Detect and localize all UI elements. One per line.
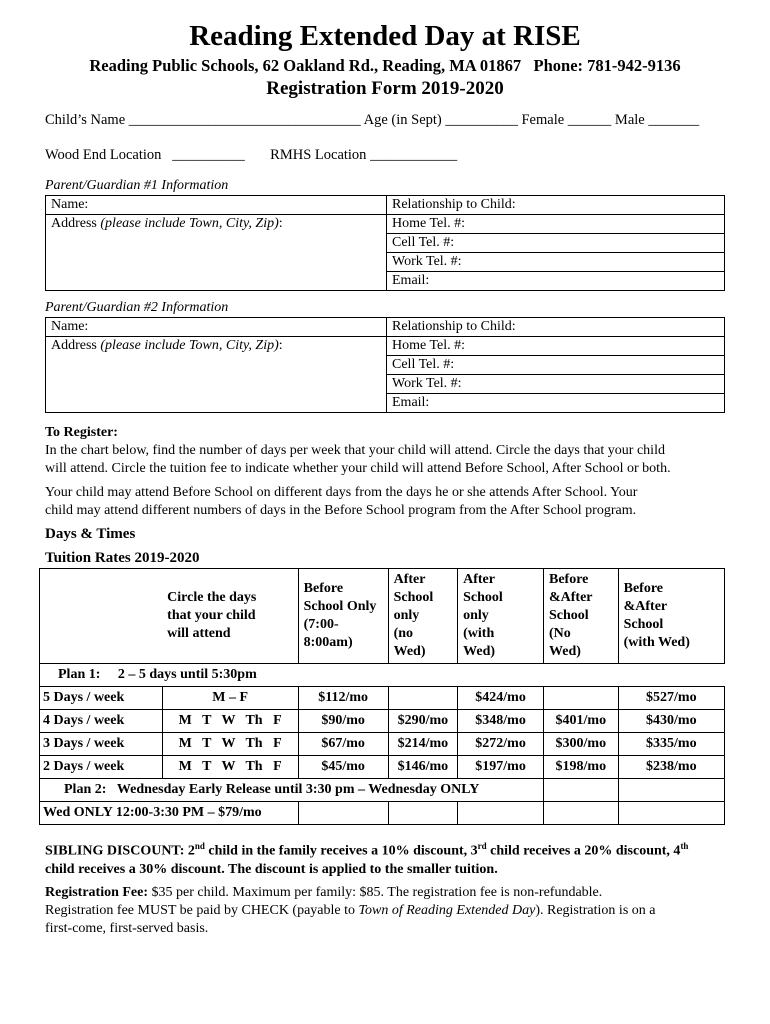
male-label: Male bbox=[614, 112, 645, 128]
header-line: will attend bbox=[167, 626, 231, 641]
age-field[interactable]: __________ bbox=[445, 112, 518, 128]
register-line: will attend. Circle the tuition fee to indicate whether your child will attend Before School, After School or both. bbox=[45, 461, 671, 476]
fee-line bbox=[45, 902, 745, 920]
wed-only-empty bbox=[388, 802, 458, 825]
header-line: (no bbox=[393, 626, 414, 641]
header-line: that your child bbox=[167, 608, 256, 623]
guardian2-table bbox=[45, 317, 725, 413]
child-info-line bbox=[45, 112, 699, 129]
fee-both-no-wed[interactable]: $401/mo bbox=[544, 710, 619, 733]
address-label: Address bbox=[51, 338, 97, 353]
guardian2-cell-tel-field[interactable]: Cell Tel. #: bbox=[387, 356, 725, 375]
plan2-empty bbox=[544, 779, 619, 802]
fee-before[interactable]: $67/mo bbox=[298, 733, 388, 756]
plan1-row bbox=[40, 664, 725, 687]
header-line: Before bbox=[623, 581, 664, 596]
address-label: Address bbox=[51, 216, 97, 231]
tuition-table bbox=[39, 568, 725, 825]
register-instructions bbox=[45, 424, 745, 520]
wood-end-field[interactable]: __________ bbox=[172, 147, 245, 163]
guardian1-heading: Parent/Guardian #1 Information bbox=[45, 178, 229, 193]
guardian2-email-field[interactable]: Email: bbox=[387, 394, 725, 413]
wed-only-empty bbox=[544, 802, 619, 825]
age-label: Age (in Sept) bbox=[363, 112, 442, 128]
header-line: School bbox=[549, 608, 589, 623]
header-line: School bbox=[623, 617, 664, 632]
row-days[interactable]: M – F bbox=[162, 687, 298, 710]
school-address: Reading Public Schools, 62 Oakland Rd., Reading, MA 01867 bbox=[89, 56, 522, 75]
fee-both-wed[interactable]: $430/mo bbox=[618, 710, 724, 733]
address-note: (please include Town, City, Zip) bbox=[100, 338, 279, 353]
fee-both-no-wed[interactable]: $300/mo bbox=[544, 733, 619, 756]
plan1-desc: 2 – 5 days until 5:30pm bbox=[117, 667, 257, 682]
school-address-line bbox=[0, 56, 770, 76]
female-label: Female bbox=[521, 112, 565, 128]
days-times-heading: Days & Times bbox=[45, 526, 136, 542]
row-days[interactable]: M T W Th F bbox=[162, 733, 298, 756]
registration-fee bbox=[45, 884, 745, 938]
fee-text: ). Registration is on a bbox=[535, 903, 656, 918]
table-row bbox=[40, 687, 725, 710]
guardian1-work-tel-field[interactable]: Work Tel. #: bbox=[387, 253, 725, 272]
header-after-no-wed bbox=[388, 569, 458, 664]
fee-after-no-wed[interactable]: $290/mo bbox=[388, 710, 458, 733]
wed-only-empty bbox=[458, 802, 544, 825]
guardian2-name-field[interactable]: Name: bbox=[46, 318, 387, 337]
wed-only-empty bbox=[618, 802, 724, 825]
register-line: child may attend different numbers of days in the Before School program from the After School program. bbox=[45, 503, 637, 518]
register-heading: To Register: bbox=[45, 425, 118, 440]
table-row bbox=[40, 710, 725, 733]
address-note: (please include Town, City, Zip) bbox=[100, 216, 279, 231]
header-line: (with bbox=[463, 626, 495, 641]
fee-before[interactable]: $112/mo bbox=[298, 687, 388, 710]
wed-only-row bbox=[40, 802, 725, 825]
fee-both-no-wed[interactable]: $198/mo bbox=[544, 756, 619, 779]
guardian1-home-tel-field[interactable]: Home Tel. #: bbox=[387, 215, 725, 234]
header-line: School bbox=[393, 590, 434, 605]
fee-text: Registration fee MUST be paid by CHECK (payable to bbox=[45, 903, 359, 918]
fee-label: Registration Fee: bbox=[45, 885, 149, 900]
fee-after-wed[interactable]: $272/mo bbox=[458, 733, 544, 756]
guardian1-address-field[interactable] bbox=[46, 215, 387, 291]
sibling-line: child receives a 30% discount. The discount is applied to the smaller tuition. bbox=[45, 861, 498, 877]
fee-after-no-wed[interactable]: $214/mo bbox=[388, 733, 458, 756]
header-line: (No bbox=[549, 626, 571, 641]
header-line: Circle the days bbox=[167, 590, 257, 605]
header-line: After bbox=[463, 572, 495, 587]
row-label: 2 Days / week bbox=[40, 756, 163, 779]
header-line: Wed) bbox=[393, 644, 426, 659]
plan2-label: Plan 2: bbox=[64, 782, 107, 797]
plan1-label: Plan 1: bbox=[58, 667, 101, 682]
guardian2-home-tel-field[interactable]: Home Tel. #: bbox=[387, 337, 725, 356]
tuition-rates-heading: Tuition Rates 2019-2020 bbox=[45, 550, 200, 566]
plan2-row bbox=[40, 779, 725, 802]
guardian1-table bbox=[45, 195, 725, 291]
wed-only-fee[interactable]: Wed ONLY 12:00-3:30 PM – $79/mo bbox=[40, 802, 299, 825]
rmhs-field[interactable]: ____________ bbox=[370, 147, 458, 163]
header-line: &After bbox=[549, 590, 593, 605]
guardian1-email-field[interactable]: Email: bbox=[387, 272, 725, 291]
fee-after-wed[interactable]: $197/mo bbox=[458, 756, 544, 779]
tuition-header-row bbox=[40, 569, 725, 664]
table-row bbox=[40, 756, 725, 779]
header-circle-days bbox=[162, 569, 298, 664]
page-title: Reading Extended Day at RISE bbox=[189, 20, 581, 52]
fee-after-no-wed[interactable]: $146/mo bbox=[388, 756, 458, 779]
register-line: In the chart below, find the number of days per week that your child will attend. Circle the days that your child bbox=[45, 443, 665, 458]
address-colon: : bbox=[278, 216, 283, 231]
plan1-cell bbox=[40, 664, 299, 687]
header-before-school bbox=[298, 569, 388, 664]
row-days[interactable]: M T W Th F bbox=[162, 756, 298, 779]
guardian1-name-field[interactable]: Name: bbox=[46, 196, 387, 215]
plan2-empty bbox=[618, 779, 724, 802]
fee-before[interactable]: $45/mo bbox=[298, 756, 388, 779]
guardian2-work-tel-field[interactable]: Work Tel. #: bbox=[387, 375, 725, 394]
sibling-sup: rd bbox=[477, 841, 487, 851]
header-line: School Only bbox=[303, 599, 377, 614]
header-line: Wed) bbox=[463, 644, 496, 659]
fee-after-wed[interactable]: $424/mo bbox=[458, 687, 544, 710]
guardian2-relationship-field[interactable]: Relationship to Child: bbox=[387, 318, 725, 337]
row-days[interactable]: M T W Th F bbox=[162, 710, 298, 733]
header-line: After bbox=[393, 572, 426, 587]
header-line: (7:00- bbox=[303, 617, 339, 632]
sibling-line bbox=[45, 837, 745, 861]
guardian2-heading: Parent/Guardian #2 Information bbox=[45, 300, 229, 315]
row-label: 5 Days / week bbox=[40, 687, 163, 710]
header-line: &After bbox=[623, 599, 668, 614]
fee-both-wed[interactable]: $238/mo bbox=[618, 756, 724, 779]
fee-after-no-wed[interactable] bbox=[388, 687, 458, 710]
sibling-text: SIBLING DISCOUNT: 2 bbox=[45, 843, 195, 859]
header-after-wed bbox=[458, 569, 544, 664]
header-both-no-wed bbox=[544, 569, 619, 664]
wed-only-empty bbox=[298, 802, 388, 825]
header-line: School bbox=[463, 590, 503, 605]
sibling-sup: th bbox=[680, 841, 689, 851]
fee-payee: Town of Reading Extended Day bbox=[358, 903, 536, 918]
fee-line bbox=[45, 884, 745, 902]
fee-after-wed[interactable]: $348/mo bbox=[458, 710, 544, 733]
female-field[interactable]: ______ bbox=[567, 112, 612, 128]
plan2-cell bbox=[40, 779, 544, 802]
table-row bbox=[40, 733, 725, 756]
fee-both-wed[interactable]: $527/mo bbox=[618, 687, 724, 710]
school-phone: Phone: 781-942-9136 bbox=[533, 56, 681, 75]
header-blank-cell bbox=[40, 569, 163, 664]
fee-both-no-wed[interactable] bbox=[544, 687, 619, 710]
fee-before[interactable]: $90/mo bbox=[298, 710, 388, 733]
plan2-desc: Wednesday Early Release until 3:30 pm – Wednesday ONLY bbox=[116, 782, 480, 797]
row-label: 4 Days / week bbox=[40, 710, 163, 733]
male-field[interactable]: _______ bbox=[648, 112, 700, 128]
plan1-empty bbox=[298, 664, 724, 687]
address-colon: : bbox=[278, 338, 283, 353]
sibling-discount bbox=[45, 837, 745, 879]
header-line: only bbox=[393, 608, 420, 623]
fee-both-wed[interactable]: $335/mo bbox=[618, 733, 724, 756]
register-line: Your child may attend Before School on different days from the days he or she attends After School. Your bbox=[45, 485, 638, 500]
sibling-sup: nd bbox=[194, 841, 205, 851]
sibling-text: child in the family receives a 10% discount, 3 bbox=[204, 843, 478, 859]
header-line: only bbox=[463, 608, 489, 623]
fee-line: first-come, first-served basis. bbox=[45, 921, 209, 936]
header-line: Before bbox=[303, 581, 344, 596]
header-line: (with Wed) bbox=[623, 635, 690, 650]
header-both-wed bbox=[618, 569, 724, 664]
child-name-label: Child’s Name bbox=[45, 112, 126, 128]
header-line: 8:00am) bbox=[303, 635, 353, 650]
location-line bbox=[45, 147, 457, 164]
guardian1-cell-tel-field[interactable]: Cell Tel. #: bbox=[387, 234, 725, 253]
guardian2-address-field[interactable] bbox=[46, 337, 387, 413]
sibling-text: child receives a 20% discount, 4 bbox=[486, 843, 681, 859]
wood-end-label: Wood End Location bbox=[45, 147, 162, 163]
child-name-field[interactable]: ________________________________ bbox=[128, 112, 361, 128]
rmhs-label: RMHS Location bbox=[270, 147, 367, 163]
guardian1-relationship-field[interactable]: Relationship to Child: bbox=[387, 196, 725, 215]
form-title: Registration Form 2019-2020 bbox=[266, 78, 504, 99]
header-line: Before bbox=[549, 572, 589, 587]
header-line: Wed) bbox=[549, 644, 581, 659]
fee-text: $35 per child. Maximum per family: $85. The registration fee is non-refundable. bbox=[148, 885, 603, 900]
row-label: 3 Days / week bbox=[40, 733, 163, 756]
